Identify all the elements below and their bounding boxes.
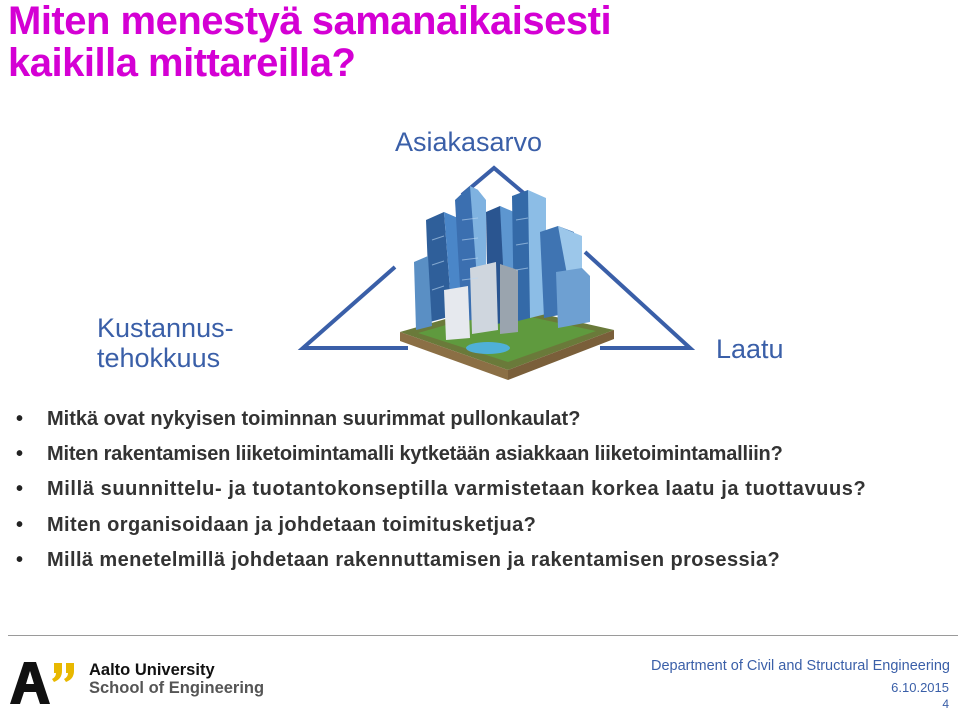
date-label: 6.10.2015 [891, 680, 949, 695]
city-buildings-image [400, 186, 614, 380]
aalto-logo-icon [10, 660, 80, 706]
slide-title-line2: kaikilla mittareilla? [8, 41, 356, 85]
triangle-left-edge [303, 267, 408, 348]
university-label: Aalto University [89, 661, 215, 679]
question-item: • Millä menetelmillä johdetaan rakennuttamisen ja rakentamisen prosessia? [16, 549, 946, 573]
label-cost-efficiency [97, 313, 234, 373]
question-item: • Mitkä ovat nykyisen toiminnan suurimmat pullonkaulat? [16, 408, 946, 432]
slide-title-line1: Miten menestyä samanaikaisesti [8, 0, 612, 43]
label-cost-efficiency-line1: Kustannus- [97, 313, 234, 343]
question-list [16, 408, 946, 585]
university-name [89, 661, 264, 697]
school-label: School of Engineering [89, 679, 265, 697]
department-label: Department of Civil and Structural Engineering [650, 658, 950, 674]
label-cost-efficiency-line2: tehokkuus [97, 343, 221, 373]
footer-divider [8, 635, 958, 636]
label-quality: Laatu [716, 334, 784, 364]
page-number: 4 [942, 697, 949, 711]
question-item: • Millä suunnittelu- ja tuotantokonseptilla varmistetaan korkea laatu ja tuottavuus? [16, 478, 946, 502]
label-customer-value: Asiakasarvo [395, 127, 543, 157]
question-item: • Miten rakentamisen liiketoimintamalli kytketään asiakkaan liiketoimintamalliin? [16, 443, 946, 467]
question-item: • Miten organisoidaan ja johdetaan toimitusketjua? [16, 514, 946, 538]
